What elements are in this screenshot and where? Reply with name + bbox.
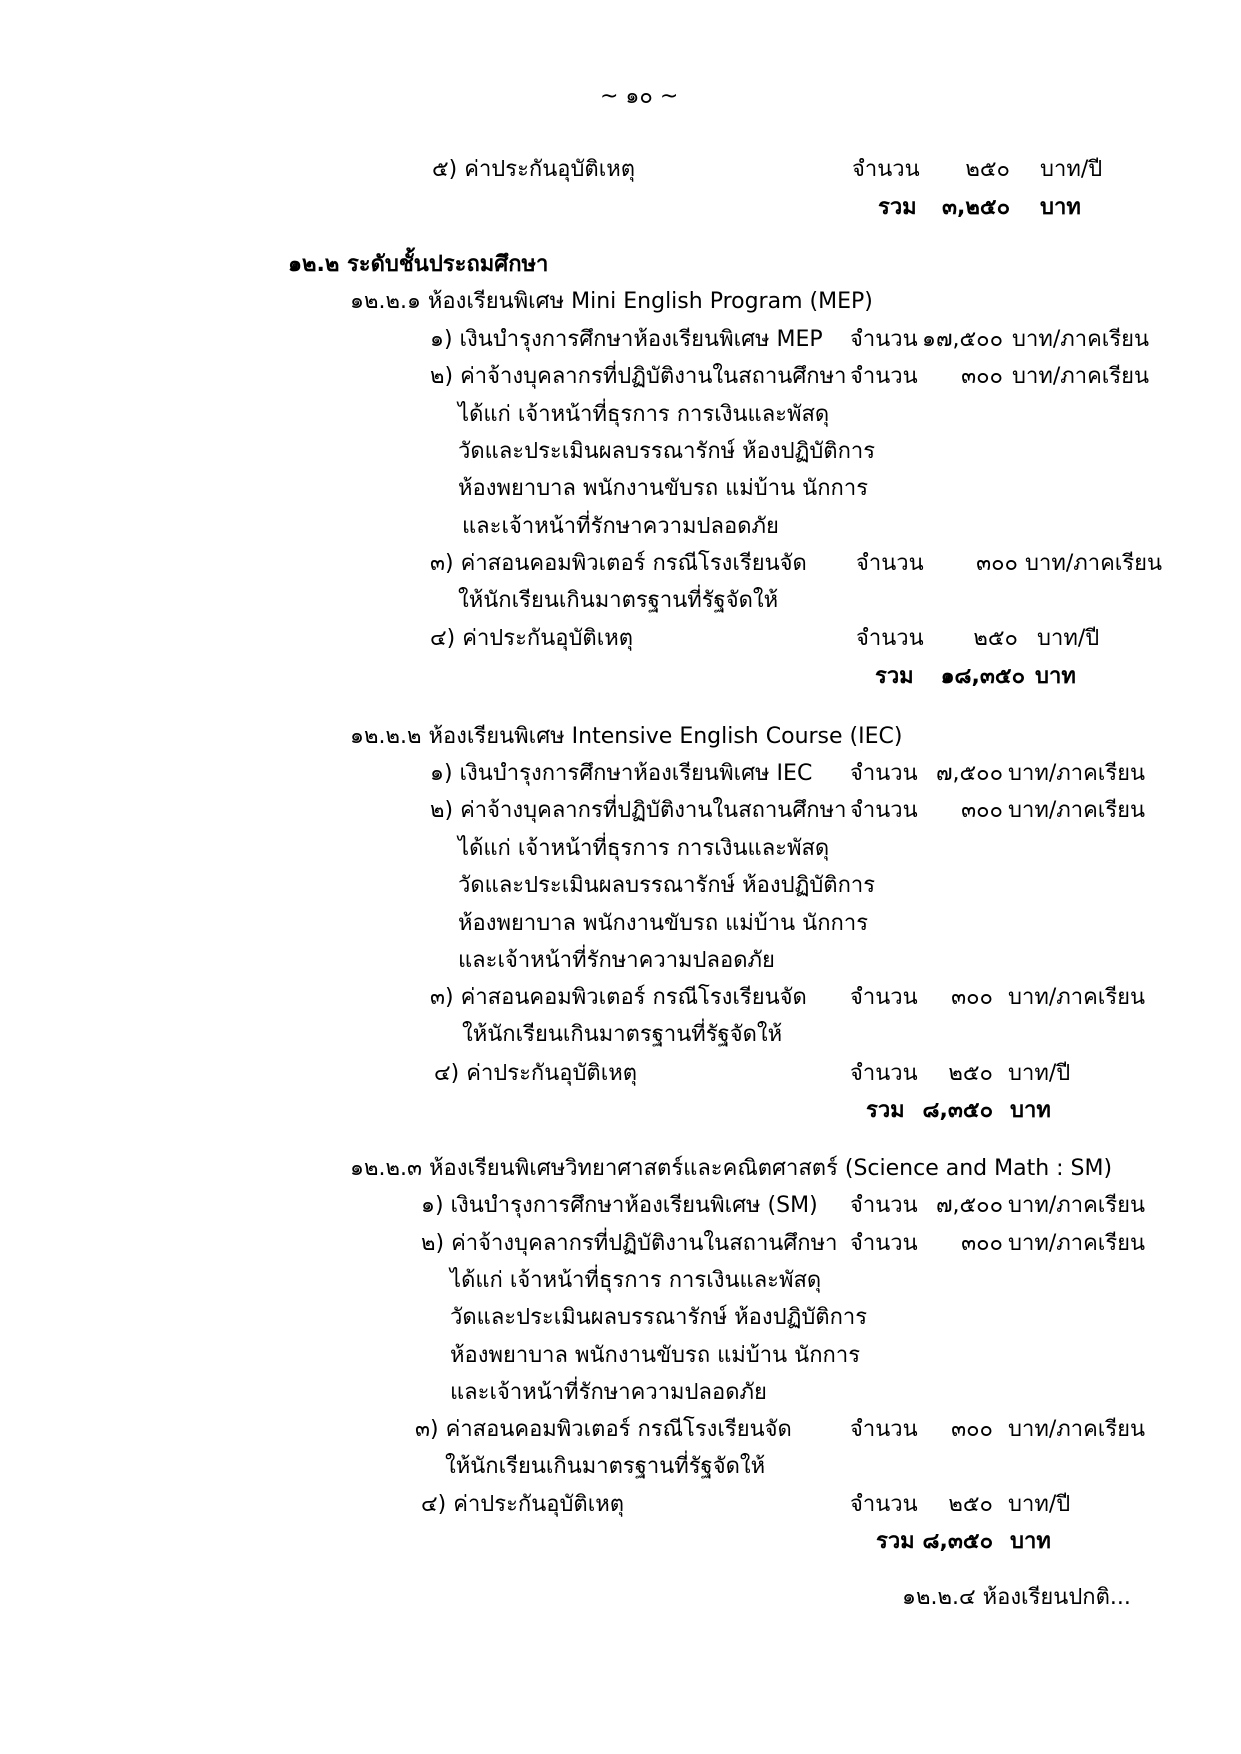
mep-total-word: รวม [875, 664, 914, 689]
sm-total-unit: บาท [1010, 1529, 1051, 1554]
iec-item2-line3: วัดและประเมินผลบรรณารักษ์ ห้องปฏิบัติการ [458, 873, 876, 898]
mep-item2-line3: วัดและประเมินผลบรรณารักษ์ ห้องปฏิบัติการ [458, 439, 876, 464]
sm-item4: ๔) ค่าประกันอุบัติเหตุ [421, 1492, 625, 1517]
mep-total-amount: ๑๘,๓๕๐ [940, 664, 1025, 689]
iec-item3: ๓) ค่าสอนคอมพิวเตอร์ กรณีโรงเรียนจัด [430, 985, 807, 1010]
iec-item1-unit: บาท/ภาคเรียน [1008, 761, 1146, 786]
iec-item1: ๑) เงินบำรุงการศึกษาห้องเรียนพิเศษ IEC [430, 761, 813, 786]
prev-total-amount: ๓,๒๕๐ [942, 195, 1010, 220]
sm-item2-unit: บาท/ภาคเรียน [1008, 1231, 1146, 1256]
mep-item3-unit: บาท/ภาคเรียน [1025, 551, 1163, 576]
mep-item2-line4: ห้องพยาบาล พนักงานขับรถ แม่บ้าน นักการ [458, 476, 869, 501]
iec-total-word: รวม [866, 1098, 905, 1123]
iec-item3-unit: บาท/ภาคเรียน [1008, 985, 1146, 1010]
mep-item3-line2: ให้นักเรียนเกินมาตรฐานที่รัฐจัดให้ [458, 588, 779, 613]
sm-total-amount: ๘,๓๕๐ [922, 1529, 993, 1554]
mep-item3-amount-word: จำนวน [856, 551, 924, 576]
sm-item1-unit: บาท/ภาคเรียน [1008, 1193, 1146, 1218]
sm-total-word: รวม [876, 1529, 915, 1554]
mep-item1-amount: ๑๗,๕๐๐ [921, 327, 1003, 352]
sm-heading: ๑๒.๒.๓ ห้องเรียนพิเศษวิทยาศาสตร์และคณิตศาสตร์ (Science and Math : SM) [350, 1156, 1113, 1181]
iec-item2-amount: ๓๐๐ [961, 798, 1003, 823]
mep-total-unit: บาท [1035, 664, 1076, 689]
prev-total-word: รวม [878, 195, 917, 220]
iec-total-amount: ๘,๓๕๐ [922, 1098, 993, 1123]
mep-item4-amount: ๒๕๐ [973, 626, 1018, 651]
iec-item2-amount-word: จำนวน [850, 798, 918, 823]
iec-item4-amount: ๒๕๐ [948, 1061, 993, 1086]
sm-item2: ๒) ค่าจ้างบุคลากรที่ปฏิบัติงานในสถานศึกษา [421, 1231, 838, 1256]
mep-item2-line5: และเจ้าหน้าที่รักษาความปลอดภัย [462, 514, 779, 539]
iec-item2-line2: ได้แก่ เจ้าหน้าที่ธุรการ การเงินและพัสดุ [458, 836, 830, 861]
prev-item5-amount-word: จำนวน [852, 157, 920, 182]
prev-item5-amount: ๒๕๐ [965, 157, 1010, 182]
sm-item2-amount-word: จำนวน [850, 1231, 918, 1256]
iec-item4: ๔) ค่าประกันอุบัติเหตุ [434, 1061, 638, 1086]
section-title: ๑๒.๒ ระดับชั้นประถมศึกษา [288, 252, 549, 277]
sm-item2-line4: ห้องพยาบาล พนักงานขับรถ แม่บ้าน นักการ [450, 1343, 861, 1368]
iec-item1-amount: ๗,๕๐๐ [935, 761, 1003, 786]
mep-heading: ๑๒.๒.๑ ห้องเรียนพิเศษ Mini English Program (MEP) [350, 289, 873, 314]
mep-item2-amount-word: จำนวน [850, 364, 918, 389]
iec-item2-line4: ห้องพยาบาล พนักงานขับรถ แม่บ้าน นักการ [458, 911, 869, 936]
sm-item1-amount: ๗,๕๐๐ [935, 1193, 1003, 1218]
iec-heading: ๑๒.๒.๒ ห้องเรียนพิเศษ Intensive English Course (IEC) [350, 724, 903, 749]
sm-item4-unit: บาท/ปี [1008, 1492, 1071, 1517]
mep-item3-amount: ๓๐๐ [976, 551, 1018, 576]
mep-item1: ๑) เงินบำรุงการศึกษาห้องเรียนพิเศษ MEP [430, 327, 823, 352]
iec-item3-amount-word: จำนวน [850, 985, 918, 1010]
sm-item3-unit: บาท/ภาคเรียน [1008, 1417, 1146, 1442]
mep-item4: ๔) ค่าประกันอุบัติเหตุ [430, 626, 634, 651]
mep-item4-unit: บาท/ปี [1037, 626, 1100, 651]
sm-item4-amount: ๒๕๐ [948, 1492, 993, 1517]
iec-item4-amount-word: จำนวน [850, 1061, 918, 1086]
mep-item2: ๒) ค่าจ้างบุคลากรที่ปฏิบัติงานในสถานศึกษา [430, 364, 847, 389]
iec-item2-unit: บาท/ภาคเรียน [1008, 798, 1146, 823]
mep-item1-unit: บาท/ภาคเรียน [1012, 327, 1150, 352]
prev-item5-unit: บาท/ปี [1040, 157, 1103, 182]
iec-item2: ๒) ค่าจ้างบุคลากรที่ปฏิบัติงานในสถานศึกษา [430, 798, 847, 823]
mep-item2-unit: บาท/ภาคเรียน [1012, 364, 1150, 389]
iec-total-unit: บาท [1010, 1098, 1051, 1123]
sm-item1: ๑) เงินบำรุงการศึกษาห้องเรียนพิเศษ (SM) [421, 1193, 818, 1218]
prev-total-unit: บาท [1040, 195, 1081, 220]
iec-item3-line2: ให้นักเรียนเกินมาตรฐานที่รัฐจัดให้ [462, 1022, 783, 1047]
sm-item4-amount-word: จำนวน [850, 1492, 918, 1517]
mep-item3: ๓) ค่าสอนคอมพิวเตอร์ กรณีโรงเรียนจัด [430, 551, 807, 576]
page-number: ~ ๑๐ ~ [600, 84, 679, 109]
sm-item3-amount-word: จำนวน [850, 1417, 918, 1442]
iec-item1-amount-word: จำนวน [850, 761, 918, 786]
sm-item3: ๓) ค่าสอนคอมพิวเตอร์ กรณีโรงเรียนจัด [415, 1417, 792, 1442]
iec-item3-amount: ๓๐๐ [951, 985, 993, 1010]
sm-item2-amount: ๓๐๐ [961, 1231, 1003, 1256]
sm-item3-line2: ให้นักเรียนเกินมาตรฐานที่รัฐจัดให้ [445, 1454, 766, 1479]
mep-item2-amount: ๓๐๐ [961, 364, 1003, 389]
sm-item2-line5: และเจ้าหน้าที่รักษาความปลอดภัย [450, 1380, 767, 1405]
iec-item4-unit: บาท/ปี [1008, 1061, 1071, 1086]
continuation-text: ๑๒.๒.๔ ห้องเรียนปกติ... [902, 1585, 1131, 1610]
iec-item2-line5: และเจ้าหน้าที่รักษาความปลอดภัย [458, 948, 775, 973]
mep-item2-line2: ได้แก่ เจ้าหน้าที่ธุรการ การเงินและพัสดุ [458, 402, 830, 427]
sm-item2-line3: วัดและประเมินผลบรรณารักษ์ ห้องปฏิบัติการ [450, 1305, 868, 1330]
sm-item3-amount: ๓๐๐ [951, 1417, 993, 1442]
mep-item1-amount-word: จำนวน [850, 327, 918, 352]
mep-item4-amount-word: จำนวน [856, 626, 924, 651]
sm-item1-amount-word: จำนวน [850, 1193, 918, 1218]
prev-item5-label: ๕) ค่าประกันอุบัติเหตุ [432, 157, 636, 182]
sm-item2-line2: ได้แก่ เจ้าหน้าที่ธุรการ การเงินและพัสดุ [450, 1268, 822, 1293]
